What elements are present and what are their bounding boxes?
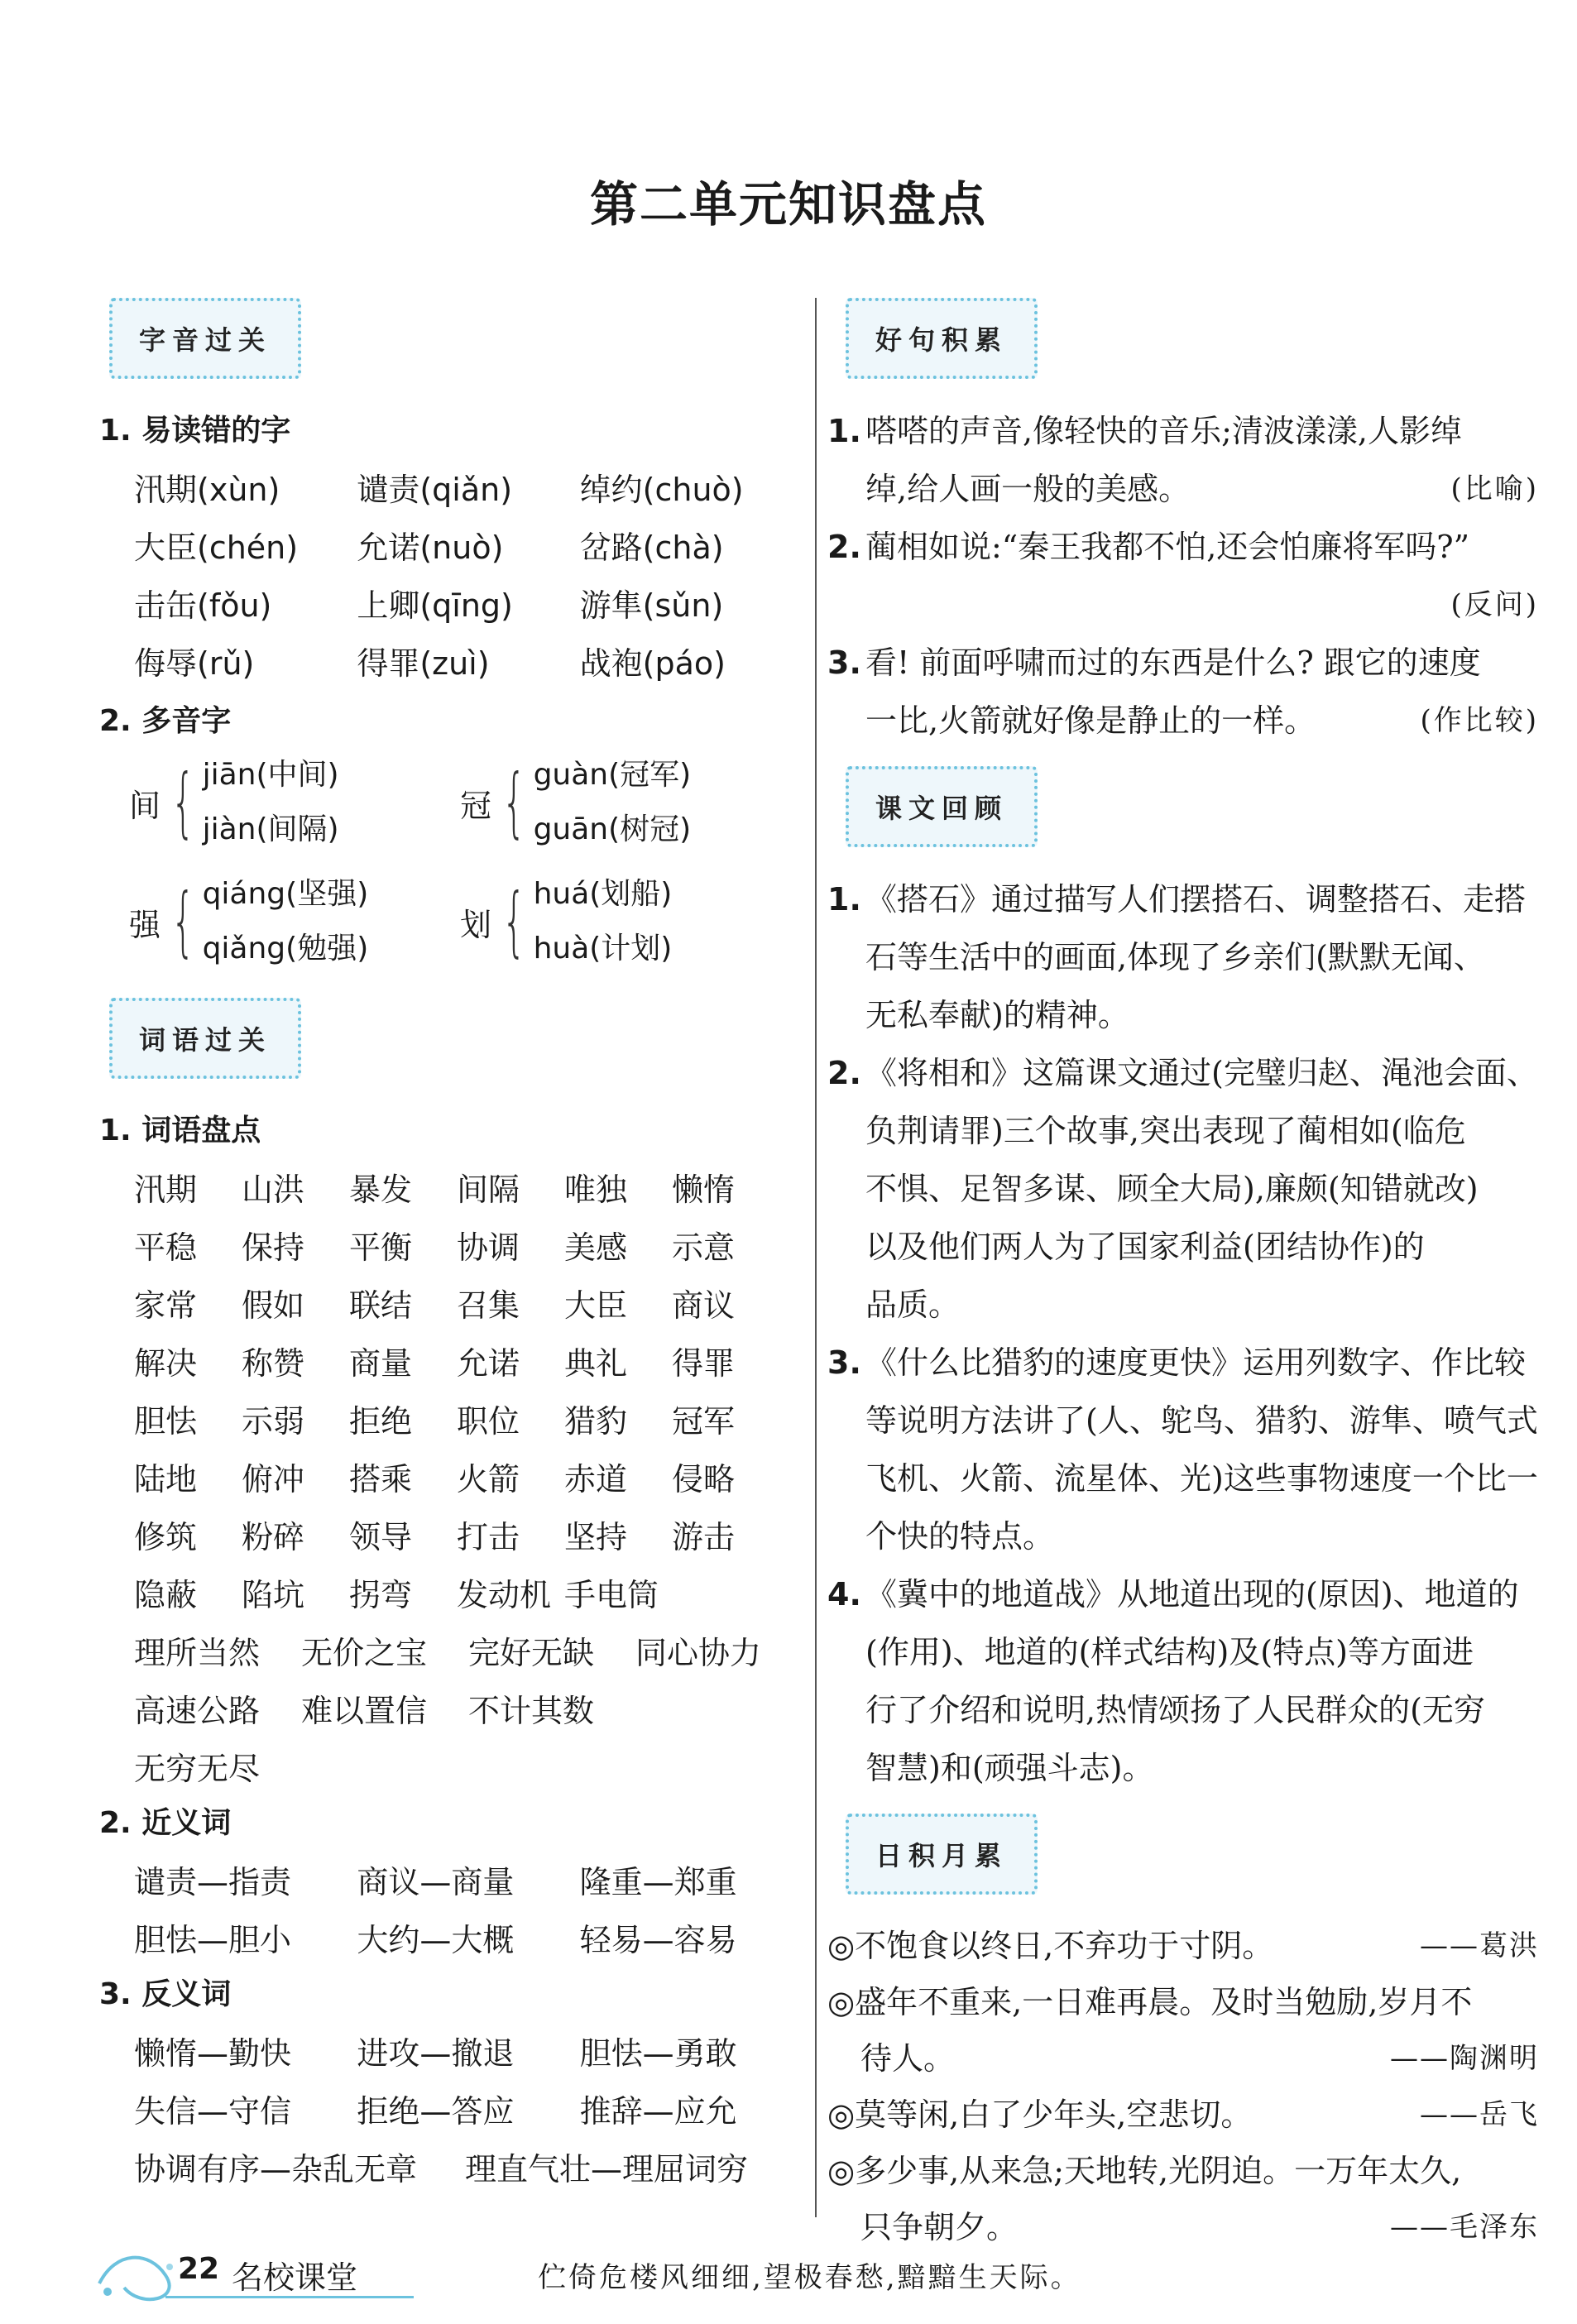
word-item: 职位 <box>457 1402 520 1440</box>
review-line: 等说明方法讲了(人、鸵鸟、猎豹、游隼、喷气式 <box>865 1402 1538 1439</box>
word-item: 冠军 <box>672 1402 736 1440</box>
list-row <box>91 1621 803 1679</box>
word-item: 间隔 <box>457 1171 520 1208</box>
word-item: 保持 <box>242 1229 305 1266</box>
word-item: 坚持 <box>564 1518 628 1555</box>
list-row <box>91 1737 803 1795</box>
heading-antonyms: 3. 反义词 <box>99 1977 232 2011</box>
antonym-item: 理直气壮—理屈词穷 <box>465 2150 749 2187</box>
polyphone-char: 划 <box>460 906 492 943</box>
word-item: 胆怯 <box>134 1402 198 1440</box>
quote-line: ◎多少事,从来急;天地转,光阴迫。一万年太久, <box>827 2153 1462 2189</box>
sentence-line: 蔺相如说:“秦王我都不怕,还会怕廉将军吗?” <box>865 529 1470 565</box>
word-item: 协调 <box>457 1229 520 1266</box>
quote-author: ——葛洪 <box>1420 1929 1539 1962</box>
quote-author: ——陶渊明 <box>1390 2042 1539 2075</box>
polyphone-row <box>91 748 803 857</box>
polyphone-char: 冠 <box>460 787 492 824</box>
word-item: 隐蔽 <box>134 1576 198 1613</box>
antonym-item: 进攻—撤退 <box>357 2034 515 2072</box>
rhetoric-label: (反问) <box>1450 588 1539 621</box>
review-line: 以及他们两人为了国家利益(团结协作)的 <box>865 1229 1425 1265</box>
word-item: 俯冲 <box>242 1460 305 1497</box>
list-row <box>91 2137 803 2195</box>
idiom-item: 难以置信 <box>301 1692 428 1729</box>
review-line: 《将相和》这篇课文通过(完璧归赵、渑池会面、 <box>865 1055 1538 1091</box>
review-item <box>827 1565 1539 1797</box>
quote-item <box>827 1918 1539 1974</box>
polyphone-row <box>91 867 803 976</box>
quote-item <box>827 1974 1539 2087</box>
word-item: 赤道 <box>564 1460 628 1497</box>
word-item: 发动机 <box>457 1576 552 1613</box>
word-item: 汛期 <box>134 1171 198 1208</box>
list-row <box>91 1563 803 1621</box>
word-item: 假如 <box>242 1287 305 1324</box>
review-line: 《冀中的地道战》从地道出现的(原因)、地道的 <box>865 1576 1519 1612</box>
word-item: 打击 <box>457 1518 520 1555</box>
synonym-list <box>91 1850 803 1966</box>
right-column <box>827 281 1539 2255</box>
sentence-item <box>827 402 1539 518</box>
heading-polyphones: 2. 多音字 <box>99 704 232 738</box>
list-row <box>91 631 803 689</box>
word-item: 粉碎 <box>242 1518 305 1555</box>
review-item <box>827 1044 1539 1334</box>
pronunciation-item: 谴责(qiǎn) <box>357 471 513 508</box>
word-item: 示意 <box>672 1229 736 1266</box>
review-line: 智慧)和(顽强斗志)。 <box>865 1750 1154 1786</box>
sentence-line: 绰,给人画一般的美感。 (比喻) <box>865 460 1539 518</box>
list-row <box>91 1157 803 1215</box>
pronunciation-item: 击缶(fǒu) <box>134 587 272 624</box>
word-list <box>91 1157 803 1795</box>
review-line: 负荆请罪)三个故事,突出表现了蔺相如(临危 <box>865 1113 1466 1149</box>
item-number: 4. <box>827 1576 861 1612</box>
polyphone-reading: guàn(冠军) <box>533 758 692 792</box>
section-tag-vocabulary: 词语过关 <box>109 998 301 1079</box>
heading-synonyms: 2. 近义词 <box>99 1806 232 1840</box>
pronunciation-item: 得罪(zuì) <box>357 644 490 682</box>
quote-line: ◎不饱食以终日,不弃功于寸阴。 ——葛洪 <box>827 1918 1539 1974</box>
review-line: 飞机、火箭、流星体、光)这些事物速度一个比一 <box>865 1460 1538 1497</box>
synonym-item: 商议—商量 <box>357 1863 515 1900</box>
polyphone-reading: qiǎng(勉强) <box>202 932 369 966</box>
polyphone-group <box>460 748 791 857</box>
pronunciation-list <box>91 458 803 689</box>
item-number: 3. <box>827 644 861 681</box>
review-line: 行了介绍和说明,热情颂扬了人民群众的(无穷 <box>865 1692 1485 1728</box>
word-item: 美感 <box>564 1229 628 1266</box>
quote-line: ◎莫等闲,白了少年头,空悲切。 ——岳飞 <box>827 2087 1539 2143</box>
word-item: 游击 <box>672 1518 736 1555</box>
item-number: 1. <box>827 413 861 449</box>
word-item: 领导 <box>349 1518 413 1555</box>
review-item <box>827 870 1539 1044</box>
item-number: 2. <box>827 1055 861 1091</box>
heading-word-list: 1. 词语盘点 <box>99 1114 261 1148</box>
polyphone-list <box>91 748 803 976</box>
word-item: 得罪 <box>672 1344 736 1382</box>
polyphone-char: 强 <box>129 906 161 943</box>
word-item: 山洪 <box>242 1171 305 1208</box>
idiom-item: 无穷无尽 <box>134 1750 261 1787</box>
quote-list <box>827 1918 1539 2255</box>
page-number: 22 <box>178 2252 220 2286</box>
list-row <box>91 1215 803 1273</box>
pronunciation-item: 绰约(chuò) <box>579 471 744 508</box>
antonym-item: 拒绝—答应 <box>357 2092 515 2130</box>
antonym-item: 协调有序—杂乱无章 <box>134 2150 418 2187</box>
word-item: 典礼 <box>564 1344 628 1382</box>
sentence-line: 一比,火箭就好像是静止的一样。 (作比较) <box>865 692 1539 750</box>
pronunciation-item: 允诺(nuò) <box>357 529 504 566</box>
word-item: 示弱 <box>242 1402 305 1440</box>
list-row <box>91 1331 803 1389</box>
review-line: 个快的特点。 <box>865 1518 1055 1555</box>
sentence-item <box>827 634 1539 750</box>
word-item: 唯独 <box>564 1171 628 1208</box>
pronunciation-item: 战袍(páo) <box>579 644 726 682</box>
polyphone-group <box>129 748 460 857</box>
word-item: 召集 <box>457 1287 520 1324</box>
word-item: 修筑 <box>134 1518 198 1555</box>
rhetoric-label: (作比较) <box>1420 704 1539 737</box>
pronunciation-item: 岔路(chà) <box>579 529 724 566</box>
idiom-item: 完好无缺 <box>468 1634 595 1671</box>
polyphone-reading: huá(划船) <box>533 877 673 911</box>
idiom-item: 高速公路 <box>134 1692 261 1729</box>
list-row <box>91 1908 803 1966</box>
word-item: 懒惰 <box>672 1171 736 1208</box>
sentence-line: 看! 前面呼啸而过的东西是什么? 跟它的速度 <box>865 644 1481 681</box>
antonym-item: 失信—守信 <box>134 2092 292 2130</box>
idiom-item: 无价之宝 <box>301 1634 428 1671</box>
synonym-item: 谴责—指责 <box>134 1863 292 1900</box>
polyphone-group <box>460 867 791 976</box>
review-line: 石等生活中的画面,体现了乡亲们(默默无闻、 <box>865 939 1485 975</box>
word-item: 手电筒 <box>564 1576 659 1613</box>
word-item: 称赞 <box>242 1344 305 1382</box>
footer-motto: 伫倚危楼风细细,望极春愁,黯黯生天际。 <box>538 2261 1081 2294</box>
page-title: 第二单元知识盘点 <box>589 176 987 232</box>
section-tag-daily-accumulation: 日积月累 <box>846 1814 1038 1895</box>
quote-item <box>827 2087 1539 2143</box>
brace-icon: { <box>170 877 195 966</box>
word-item: 拒绝 <box>349 1402 413 1440</box>
rhetoric-label: (比喻) <box>1450 472 1539 506</box>
list-row <box>91 515 803 573</box>
quote-line: ◎盛年不重来,一日难再晨。及时当勉励,岁月不 <box>827 1984 1473 2020</box>
pronunciation-item: 大臣(chén) <box>134 529 299 566</box>
list-row <box>91 1273 803 1331</box>
polyphone-reading: huà(计划) <box>533 932 673 966</box>
sentence-item <box>827 518 1539 634</box>
word-item: 允诺 <box>457 1344 520 1382</box>
brace-icon: { <box>170 758 195 846</box>
word-item: 商议 <box>672 1287 736 1324</box>
polyphone-readings <box>203 748 339 857</box>
brace-icon: { <box>501 758 526 846</box>
synonym-item: 隆重—郑重 <box>579 1863 737 1900</box>
section-tag-text-review: 课文回顾 <box>846 766 1038 847</box>
word-item: 大臣 <box>564 1287 628 1324</box>
pronunciation-item: 汛期(xùn) <box>134 471 280 508</box>
sentence-line: 嗒嗒的声音,像轻快的音乐;清波漾漾,人影绰 <box>865 413 1462 449</box>
section-tag-pronunciation: 字音过关 <box>109 298 301 379</box>
word-item: 平衡 <box>349 1229 413 1266</box>
idiom-item: 不计其数 <box>468 1692 595 1729</box>
pronunciation-item: 游隼(sǔn) <box>579 587 724 624</box>
word-item: 平稳 <box>134 1229 198 1266</box>
polyphone-readings <box>534 748 692 857</box>
pronunciation-item: 侮辱(rǔ) <box>134 644 255 682</box>
column-divider <box>815 298 817 2217</box>
list-row <box>91 1850 803 1908</box>
section-tag-good-sentences: 好句积累 <box>846 298 1038 379</box>
pronunciation-item: 上卿(qīng) <box>357 587 513 624</box>
word-item: 陷坑 <box>242 1576 305 1613</box>
review-line: 《什么比猎豹的速度更快》运用列数字、作比较 <box>865 1344 1527 1381</box>
list-row <box>91 458 803 515</box>
review-line: 品质。 <box>865 1287 961 1323</box>
polyphone-char: 间 <box>129 787 161 824</box>
good-sentence-list <box>827 402 1539 750</box>
brace-icon: { <box>501 877 526 966</box>
word-item: 猎豹 <box>564 1402 628 1440</box>
review-item <box>827 1334 1539 1565</box>
word-item: 家常 <box>134 1287 198 1324</box>
item-number: 2. <box>827 529 861 565</box>
list-row <box>91 573 803 631</box>
synonym-item: 大约—大概 <box>357 1921 515 1958</box>
review-line: (作用)、地道的(样式结构)及(特点)等方面进 <box>865 1634 1474 1670</box>
quote-item <box>827 2143 1539 2255</box>
word-item: 侵略 <box>672 1460 736 1497</box>
word-item: 暴发 <box>349 1171 413 1208</box>
list-row <box>91 2021 803 2079</box>
idiom-item: 理所当然 <box>134 1634 261 1671</box>
review-line: 《搭石》通过描写人们摆搭石、调整搭石、走搭 <box>865 881 1527 918</box>
polyphone-reading: guān(树冠) <box>533 812 692 846</box>
text-review-list <box>827 870 1539 1797</box>
polyphone-reading: jiān(中间) <box>202 758 339 792</box>
quote-author: ——毛泽东 <box>1390 2211 1539 2244</box>
antonym-item: 推辞—应允 <box>579 2092 737 2130</box>
word-item: 联结 <box>349 1287 413 1324</box>
word-item: 商量 <box>349 1344 413 1382</box>
review-line: 不惧、足智多谋、顾全大局),廉颇(知错就改) <box>865 1171 1479 1207</box>
word-item: 解决 <box>134 1344 198 1382</box>
word-item: 拐弯 <box>349 1576 413 1613</box>
list-row <box>91 1679 803 1737</box>
item-number: 3. <box>827 1344 861 1381</box>
review-line: 无私奉献)的精神。 <box>865 997 1129 1033</box>
list-row <box>91 2079 803 2137</box>
antonym-item: 胆怯—勇敢 <box>579 2034 737 2072</box>
left-column <box>91 281 803 2195</box>
synonym-item: 轻易—容易 <box>579 1921 737 1958</box>
word-item: 火箭 <box>457 1460 520 1497</box>
synonym-item: 胆怯—胆小 <box>134 1921 292 1958</box>
list-row <box>91 1389 803 1447</box>
polyphone-readings <box>534 867 673 976</box>
item-number: 1. <box>827 881 861 918</box>
antonym-item: 懒惰—勤快 <box>134 2034 292 2072</box>
idiom-item: 同心协力 <box>635 1634 762 1671</box>
word-item: 搭乘 <box>349 1460 413 1497</box>
polyphone-reading: jiàn(间隔) <box>202 812 339 846</box>
polyphone-readings <box>203 867 369 976</box>
quote-line: 待人。 ——陶渊明 <box>827 2030 1539 2087</box>
polyphone-group <box>129 867 460 976</box>
polyphone-reading: qiáng(坚强) <box>202 877 369 911</box>
footer-underline <box>165 2296 414 2298</box>
heading-misread-chars: 1. 易读错的字 <box>99 414 291 448</box>
word-item: 陆地 <box>134 1460 198 1497</box>
quote-line: 只争朝夕。 ——毛泽东 <box>827 2199 1539 2255</box>
antonym-list <box>91 2021 803 2195</box>
footer-brand: 名校课堂 <box>232 2259 358 2296</box>
quote-author: ——岳飞 <box>1420 2098 1539 2131</box>
list-row <box>91 1505 803 1563</box>
list-row <box>91 1447 803 1505</box>
